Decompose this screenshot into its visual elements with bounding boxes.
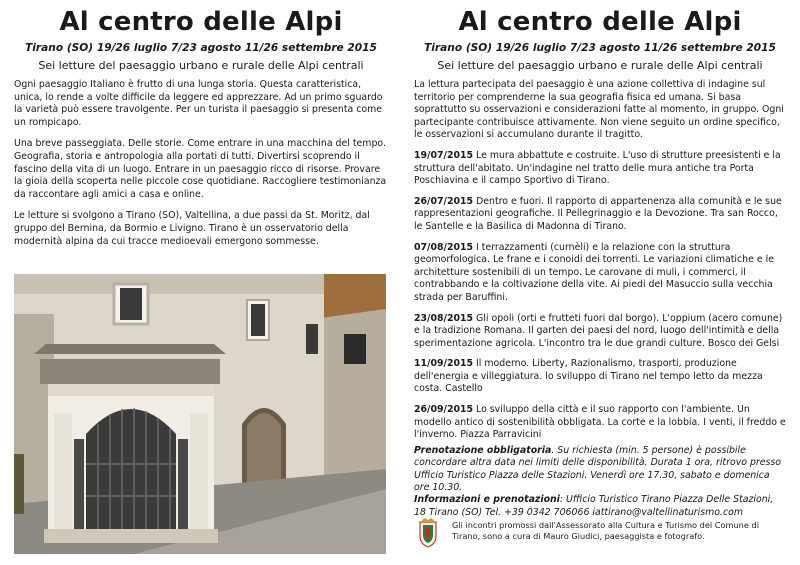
tirano-crest-icon (417, 518, 439, 548)
credits-footer (414, 516, 786, 556)
location-paragraph: Le letture si svolgono a Tirano (SO), Valtellina, a due passi da St. Moritz, dal gruppo del Bernina, da Bormio e Livigno. Tirano è un osservatorio della modernità alpina da cui tracce medioevali emergono sommesse. (14, 210, 370, 247)
chapel-illustration (14, 274, 386, 554)
booking-text: . Su richiesta (min. 5 persone) è possibile concordare altra data nei limiti delle disponibilità. Durata 1 ora, ritrovo presso Ufficio Turistico Piazza delle Stazioni. Venerdì ore 17.30, sabato e domenica ore 10.30. (414, 444, 782, 494)
event-date: 07/08/2015 (414, 241, 474, 253)
credits-text: Gli incontri promossi dall'Assessorato alla Cultura e Turismo del Comune di Tirano, sono a cura di Mauro Giudici, paesaggista e fotografo. (452, 520, 759, 541)
event-item (414, 358, 786, 396)
event-date: 19/07/2015 (414, 149, 474, 161)
page-title: Al centro delle Alpi (458, 7, 742, 37)
event-item (414, 404, 786, 442)
event-dates: Tirano (SO) 19/26 luglio 7/23 agosto 11/26 settembre 2015 (424, 42, 776, 54)
event-item (414, 196, 786, 234)
info-text: : Ufficio Turistico Tirano Piazza Delle Stazioni, 18 Tirano (SO) Tel. +39 0342 706066 iattirano@valtellinaturismo.com (414, 494, 774, 518)
event-description: Dentro e fuori. Il rapporto di appartenenza alla comunità e le sue rappresentazioni geografiche. Il Pellegrinaggio e la Devozione. Tra san Rocco, le Santelle e la Basilica di Madonna di Tirano. (414, 195, 782, 232)
booking-label: Prenotazione obbligatoria (414, 444, 552, 456)
event-description: Gli opoli (orti e frutteti fuori dal borgo). L'oppium (acero comune) e la tradizione Romana. Il garten dei paesi del nord, luogo dell'intimità e della sperimentazione agricola. L'incontro tra le due grandi culture. Bosco dei Gelsi (414, 312, 783, 349)
event-description: Il moderno. Liberty, Razionalismo, trasporti, produzione dell'energia e villeggiatura. lo sviluppo di Tirano nel tempo letto da mezza costa. Castello (414, 358, 763, 395)
event-dates: Tirano (SO) 19/26 luglio 7/23 agosto 11/26 settembre 2015 (25, 42, 377, 54)
page-subtitle: Sei letture del paesaggio urbano e rurale delle Alpi centrali (437, 59, 763, 72)
event-date: 11/09/2015 (414, 358, 474, 370)
event-date: 26/07/2015 (414, 195, 474, 207)
event-item (414, 313, 786, 351)
participatory-intro: La lettura partecipata del paesaggio è una azione collettiva di indagine sul territorio per comprenderne la sua geografia fisica ed umana. Si basa soprattutto su osservazioni e considerazioni fatte al momento, in gruppo. Ogni partecipante contribuisce attivamente. Non viene seguito un ordine specifico, le osservazioni si accumulano durante il tragitto. (414, 79, 784, 141)
chapel-photo (14, 274, 386, 554)
page-title: Al centro delle Alpi (59, 7, 343, 37)
event-date: 23/08/2015 (414, 312, 474, 324)
booking-note (414, 445, 786, 495)
intro-paragraph: Ogni paesaggio Italiano è frutto di una lunga storia. Questa caratteristica, unica, lo rende a volte difficile da leggere ed apprezzare. Ad un primo sguardo la varietà può essere travolgente. Per un turista il paesaggio si presenta come un rompicapo. (14, 79, 383, 128)
event-date: 26/09/2015 (414, 404, 474, 416)
event-item (414, 242, 786, 305)
event-description: Lo sviluppo della città e il suo rapporto con l'ambiente. Un modello antico di sostenibilità obbligata. La corte e la lobbia. I venti, il freddo e l'inverno. Piazza Parravicini (414, 404, 786, 441)
event-description: I terrazzamenti (curnèli) e la relazione con la struttura geomorfologica. Le frane e i conoidi dei torrenti. Le variazioni climatiche e le architetture sostenibili di un tempo. Le carovane di muli, i commerci, il contrabbando e la coltivazione della vite. Ai piedi del Masuccio sulla vecchia strada per Baruffini. (414, 241, 774, 303)
event-item (414, 150, 786, 188)
event-description: Le mura abbattute e costruite. L'uso di strutture preesistenti e la struttura dell'abitato. Un'indagine nel tratto delle mura antiche tra Porta Poschiavina e il campo Sportivo di Tirano. (414, 149, 781, 187)
page-subtitle: Sei letture del paesaggio urbano e rurale delle Alpi centrali (38, 59, 364, 72)
info-label: Informazioni e prenotazioni (414, 494, 560, 506)
left-page (14, 0, 388, 257)
right-page (414, 0, 786, 541)
walk-paragraph: Una breve passeggiata. Delle storie. Come entrare in una macchina del tempo. Geografia, storia e antropologia alla portati di tutti. Divertirsi scoprendo il fascino della vita di un luogo. Entrare in un paesaggio ricco di risorse. Provare la gioia della scoperta nelle piccole cose quotidiane. Raccogliere testimonianza da raccontare agli amici a casa e online. (14, 138, 387, 200)
